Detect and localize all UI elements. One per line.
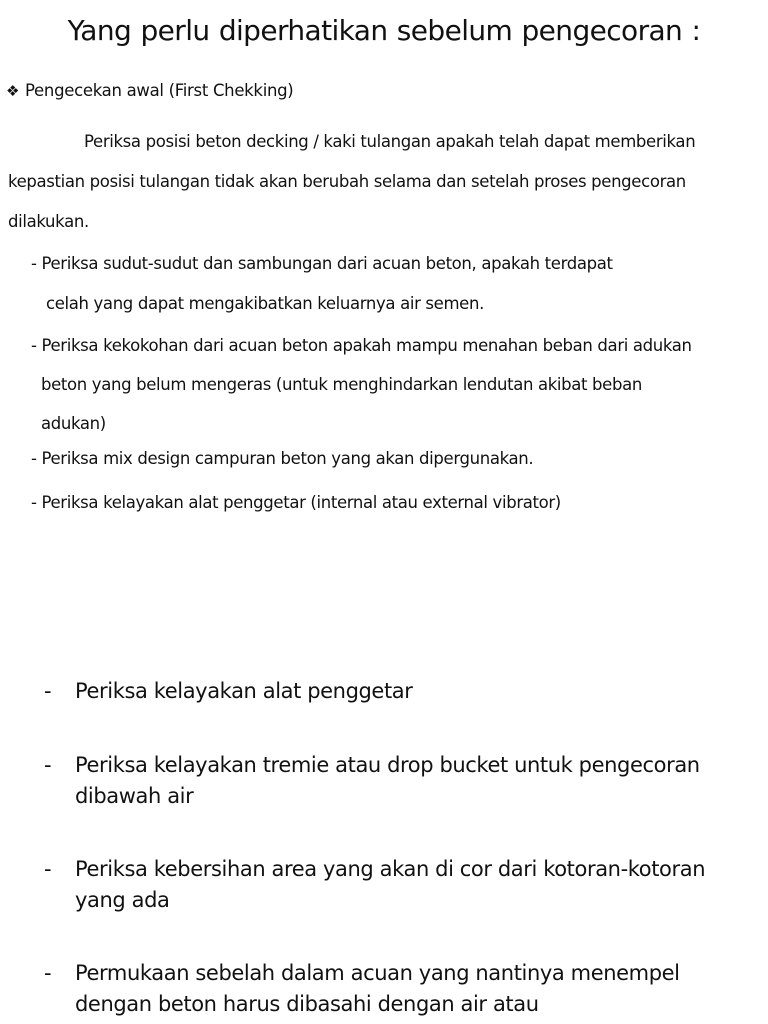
list-item-text: Periksa kelayakan tremie atau drop bucket untuk pengecoran dibawah air [75, 753, 700, 808]
list-item-text: Periksa kebersihan area yang akan di cor dari kotoran-kotoran yang ada [75, 857, 706, 912]
check-item-line: adukan) [41, 414, 106, 433]
check-item-line: celah yang dapat mengakibatkan keluarnya air semen. [46, 294, 484, 313]
check-item-1 [31, 244, 613, 324]
list-dash: - [44, 679, 52, 703]
section-heading [6, 81, 293, 100]
check-item-line: - Periksa sudut-sudut dan sambungan dari acuan beton, apakah terdapat [31, 254, 613, 273]
check-item-3 [31, 447, 533, 471]
intro-line-2: kepastian posisi tulangan tidak akan berubah selama dan setelah proses pengecoran [8, 172, 686, 191]
list-item-text: Periksa kelayakan alat penggetar [75, 679, 413, 703]
check-item-line: - Periksa kekokohan dari acuan beton apakah mampu menahan beban dari adukan [31, 336, 692, 355]
intro-line-1: Periksa posisi beton decking / kaki tulangan apakah telah dapat memberikan [84, 132, 696, 151]
check-item-4 [31, 491, 561, 515]
list-dash: - [44, 961, 52, 985]
check-item-2 [31, 326, 692, 443]
list-item-text: Permukaan sebelah dalam acuan yang nantinya menempel dengan beton harus dibasahi dengan air atau [75, 961, 680, 1016]
list-dash: - [44, 753, 52, 777]
check-item-line: - Periksa kelayakan alat penggetar (internal atau external vibrator) [31, 493, 561, 512]
section-heading-text: Pengecekan awal (First Chekking) [25, 81, 294, 100]
check-item-line: beton yang belum mengeras (untuk menghindarkan lendutan akibat beban [41, 375, 642, 394]
check-item-line: - Periksa mix design campuran beton yang akan dipergunakan. [31, 449, 534, 468]
list-dash: - [44, 857, 52, 881]
intro-line-3: dilakukan. [8, 212, 89, 231]
intro-paragraph [8, 122, 748, 242]
diamond-bullet-icon: ❖ [6, 82, 20, 100]
page-title: Yang perlu diperhatikan sebelum pengecoran : [67, 14, 701, 47]
